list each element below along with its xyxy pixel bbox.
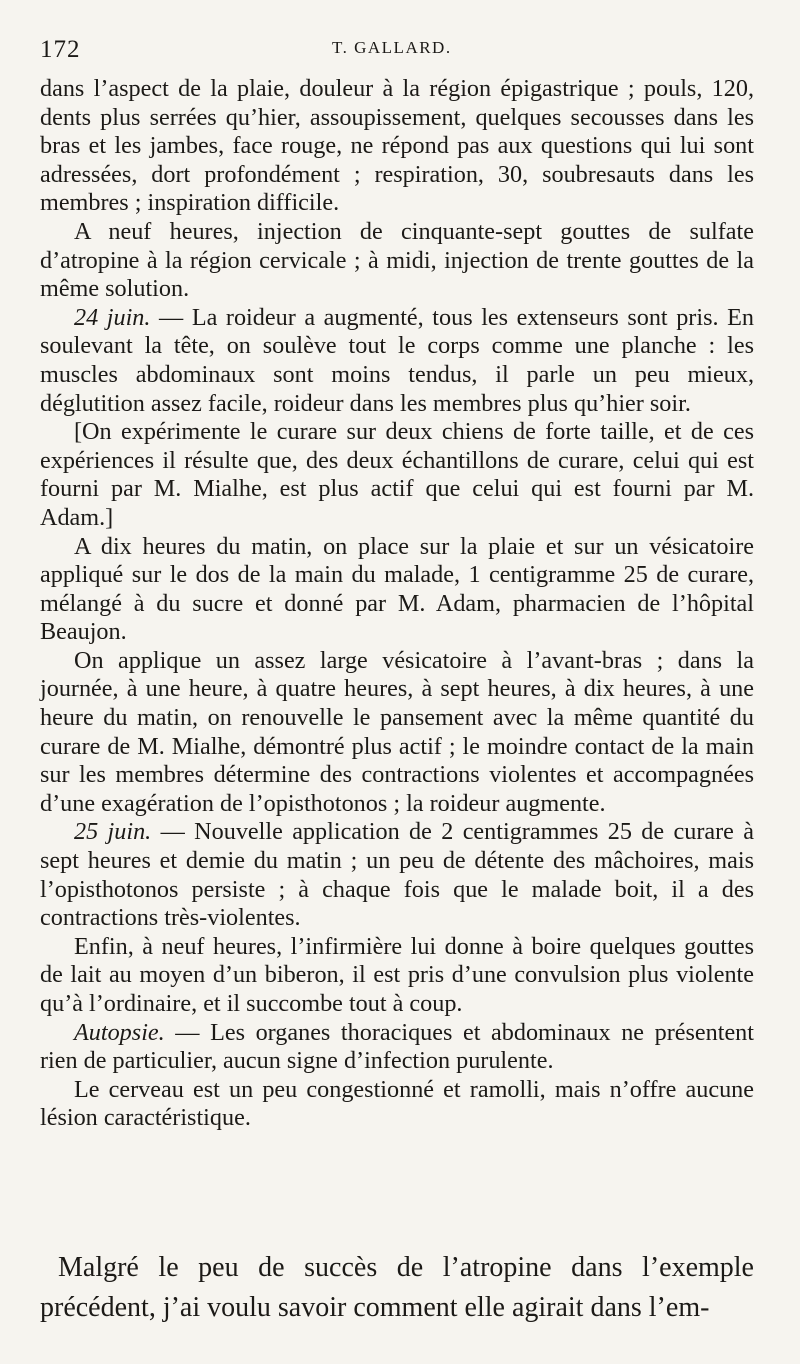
paragraph-vesicatoire-forearm: On applique un assez large vésicatoire à l’avant-bras ; dans la journée, à une heure, à quatre heures, à sept heures, à dix heures, à une heure du matin, on renouvelle le pansement avec la même quantité du curare de M. Mialhe, démontré plus actif ; le moindre contact de la main sur les membres détermine des contractions violentes et accompagnées d’une exagération de l’opisthotonos ; la roideur augmente. <box>40 646 754 817</box>
em-dash: — <box>151 818 195 846</box>
page-number: 172 <box>40 36 81 63</box>
paragraph-curare-experiment: [On expérimente le curare sur deux chiens de forte taille, et de ces expériences il résulte que, des deux échantillons de curare, celui qui est fourni par M. Mialhe, est plus actif que celui qui est fourni par M. Adam.] <box>40 418 754 531</box>
date-label-24-juin: 24 juin. <box>74 303 151 331</box>
paragraph-atropine-injection: A neuf heures, injection de cinquante-sept gouttes de sulfate d’atropine à la région cervicale ; à midi, injection de trente gouttes de la même solution. <box>40 217 754 303</box>
paragraph-25-juin <box>40 818 754 932</box>
paragraph-25-juin-text: Nouvelle application de 2 centigrammes 25 de curare à sept heures et demie du matin ; un peu de détente des mâchoires, mais l’opisthotonos persiste ; à chaque fois que le malade boit, il a des contractions très-violentes. <box>40 818 754 932</box>
em-dash: — <box>164 1018 211 1046</box>
paragraph-death: Enfin, à neuf heures, l’infirmière lui donne à boire quelques gouttes de lait au moyen d’un biberon, il est pris d’une convulsion plus violente qu’à l’ordinaire, et il succombe tout à coup. <box>40 932 754 1017</box>
paragraph-autopsie <box>40 1019 754 1076</box>
em-dash: — <box>150 303 192 331</box>
running-head: T. GALLARD. <box>332 38 452 57</box>
paragraph-24-juin-text: La roideur a augmenté, tous les extenseurs sont pris. En soulevant la tête, on soulève tout le corps comme une planche : les muscles abdominaux sont moins tendus, il parle un peu mieux, déglutition assez facile, roideur dans les membres plus qu’hier soir. <box>40 303 754 417</box>
closing-text: Malgré le peu de succès de l’atropine dans l’exemple précédent, j’ai voulu savoir comment elle agirait dans l’em- <box>40 1252 754 1323</box>
paragraph-continuation: dans l’aspect de la plaie, douleur à la région épigastrique ; pouls, 120, dents plus serrées qu’hier, assoupissement, quelques secousses dans les bras et les jambes, face rouge, ne répond pas aux questions qui lui sont adressées, dort profondément ; respiration, 30, soubresauts dans les membres ; inspiration difficile. <box>40 75 754 217</box>
paragraph-vesicatoire-hand: A dix heures du matin, on place sur la plaie et sur un vésicatoire appliqué sur le dos de la main du malade, 1 centigramme 25 de curare, mélangé à du sucre et donné par M. Adam, pharmacien de l’hôpital Beaujon. <box>40 532 754 646</box>
paragraph-autopsie-text: Les organes thoraciques et abdominaux ne présentent rien de particulier, aucun signe d’infection purulente. <box>40 1018 754 1075</box>
closing-paragraph <box>40 1248 754 1328</box>
page-header <box>40 30 756 70</box>
body-text <box>40 75 754 1133</box>
paragraph-cerveau: Le cerveau est un peu congestionné et ramolli, mais n’offre aucune lésion caractéristique. <box>40 1075 754 1132</box>
paragraph-24-juin <box>40 304 754 418</box>
autopsie-label: Autopsie. <box>74 1018 165 1046</box>
date-label-25-juin: 25 juin. <box>74 818 152 846</box>
